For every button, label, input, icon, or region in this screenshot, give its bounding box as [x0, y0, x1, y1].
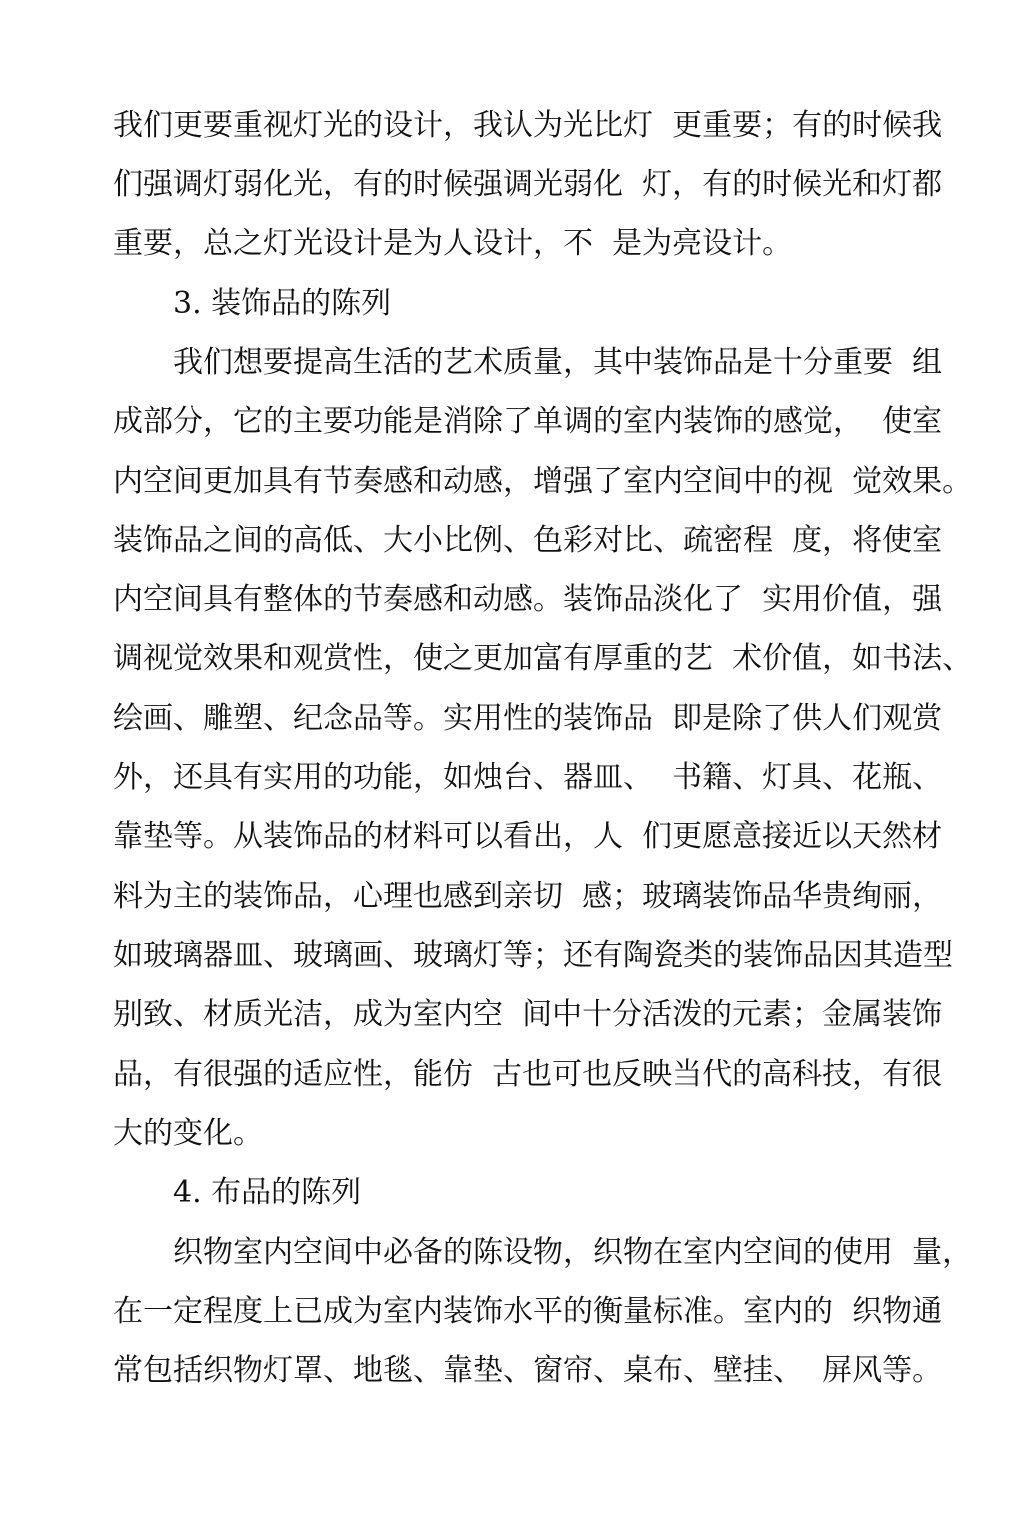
text-line: 们强调灯弱化光，有的时候强调光弱化 灯，有的时候光和灯都	[113, 167, 943, 202]
text-line: 品，有很强的适应性，能仿 古也可也反映当代的高科技，有很	[113, 1057, 943, 1092]
text-line: 如玻璃器皿、玻璃画、玻璃灯等；还有陶瓷类的装饰品因其造型	[113, 938, 953, 973]
text-line: 靠垫等。从装饰品的材料可以看出，人 们更愿意接近以天然材	[113, 819, 943, 854]
text-line: 料为主的装饰品，心理也感到亲切 感；玻璃装饰品华贵绚丽，	[113, 879, 943, 914]
text-line: 大的变化。	[113, 1116, 263, 1151]
text-line: 成部分，它的主要功能是消除了单调的室内装饰的感觉， 使室	[113, 404, 943, 439]
text-line: 我们更要重视灯光的设计，我认为光比灯 更重要；有的时候我	[113, 108, 943, 143]
text-line: 在一定程度上已成为室内装饰水平的衡量标准。室内的 织物通	[113, 1294, 943, 1329]
text-line: 我们想要提高生活的艺术质量，其中装饰品是十分重要 组	[173, 345, 943, 380]
text-line: 重要，总之灯光设计是为人设计，不 是为亮设计。	[113, 226, 793, 261]
section-heading: 3. 装饰品的陈列	[173, 286, 392, 321]
text-line: 别致、材质光洁，成为室内空 间中十分活泼的元素；金属装饰	[113, 997, 943, 1032]
text-line: 装饰品之间的高低、大小比例、色彩对比、疏密程 度，将使室	[113, 523, 943, 558]
text-line: 织物室内空间中必备的陈设物，织物在室内空间的使用 量，	[173, 1235, 973, 1270]
text-line: 常包括织物灯罩、地毯、靠垫、窗帘、桌布、壁挂、 屏风等。	[113, 1353, 943, 1388]
section-heading: 4. 布品的陈列	[173, 1175, 362, 1210]
text-line: 内空间具有整体的节奏感和动感。装饰品淡化了 实用价值，强	[113, 582, 943, 617]
text-line: 内空间更加具有节奏感和动感，增强了室内空间中的视 觉效果。	[113, 464, 973, 499]
text-line: 绘画、雕塑、纪念品等。实用性的装饰品 即是除了供人们观赏	[113, 701, 943, 736]
text-line: 调视觉效果和观赏性，使之更加富有厚重的艺 术价值，如书法、	[113, 641, 973, 676]
text-line: 外，还具有实用的功能，如烛台、器皿、 书籍、灯具、花瓶、	[113, 760, 943, 795]
